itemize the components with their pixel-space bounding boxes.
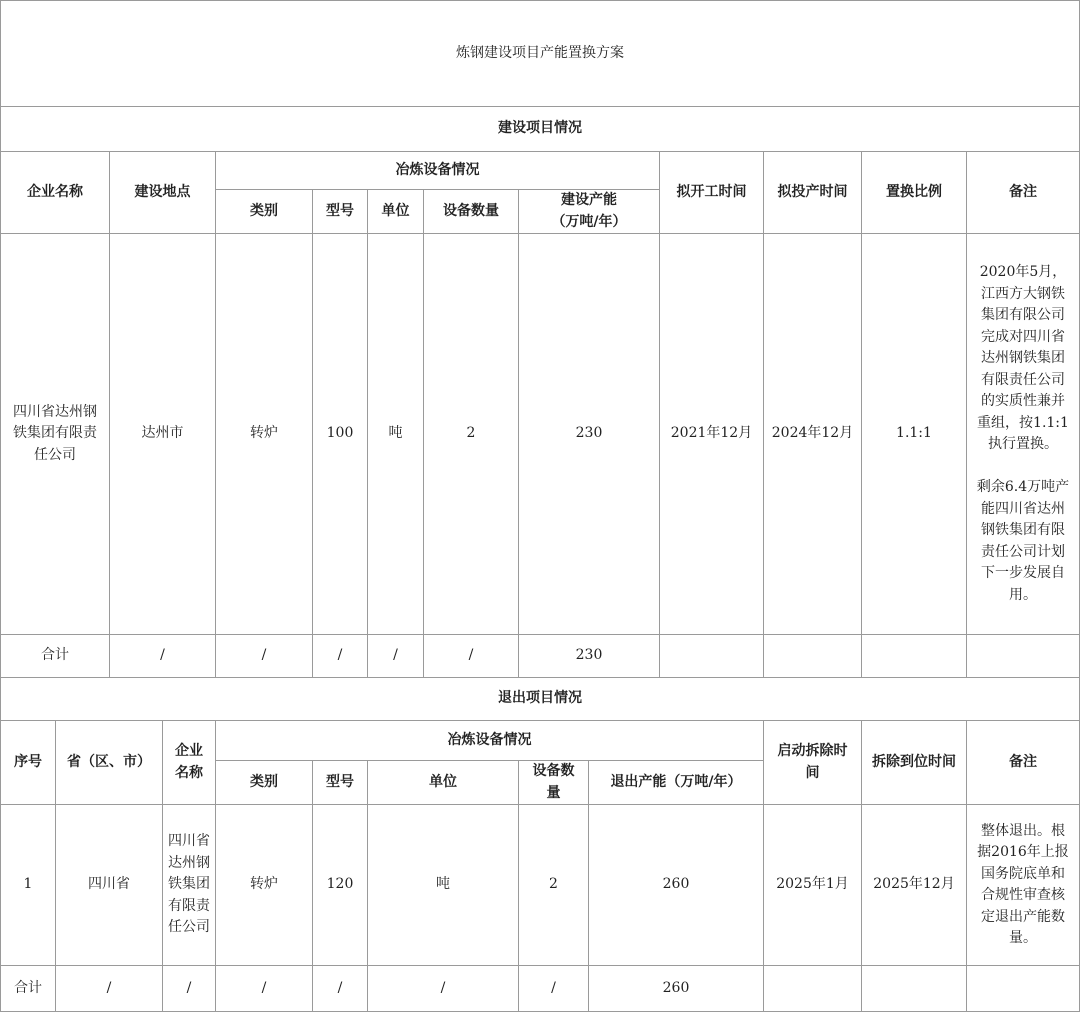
- construction-section-title: 建设项目情况: [0, 107, 1080, 152]
- header-production-time: 拟投产时间: [764, 152, 862, 234]
- exit-header-remarks: 备注: [967, 721, 1080, 805]
- header-equipment-group: 冶炼设备情况: [216, 152, 660, 190]
- exit-row-company: 四川省 达州钢 铁集团 有限责 任公司: [163, 805, 216, 966]
- exit-row-capacity: 260: [589, 805, 764, 966]
- row-start-time: 2021年12月: [660, 234, 764, 635]
- exit-header-model: 型号: [313, 761, 368, 805]
- header-type: 类别: [216, 190, 313, 234]
- exit-header-type: 类别: [216, 761, 313, 805]
- total-location: /: [110, 635, 216, 678]
- exit-total-model: /: [313, 966, 368, 1012]
- row-remarks: 2020年5月， 江西方大钢铁 集团有限公司 完成对四川省 达州钢铁集团 有限责任公司 的实质性兼并 重组，按1.1:1 执行置换。 剩余6.4万吨产 能四川省达州 钢铁集团有限 责任公司计划 下一步发展自 用。: [967, 234, 1080, 635]
- total-quantity: /: [424, 635, 519, 678]
- exit-header-seq: 序号: [0, 721, 56, 805]
- exit-total-label: 合计: [0, 966, 56, 1012]
- exit-total-empty-cell: [862, 966, 967, 1012]
- exit-row-quantity: 2: [519, 805, 589, 966]
- row-quantity: 2: [424, 234, 519, 635]
- header-location: 建设地点: [110, 152, 216, 234]
- header-ratio: 置换比例: [862, 152, 967, 234]
- exit-row-model: 120: [313, 805, 368, 966]
- exit-row-remarks: 整体退出。根 据2016年上报 国务院底单和 合规性审查核 定退出产能数 量。: [967, 805, 1080, 966]
- exit-total-type: /: [216, 966, 313, 1012]
- exit-total-province: /: [56, 966, 163, 1012]
- total-model: /: [313, 635, 368, 678]
- exit-header-equipment-group: 冶炼设备情况: [216, 721, 764, 761]
- page-title: 炼钢建设项目产能置换方案: [0, 0, 1080, 107]
- exit-row-province: 四川省: [56, 805, 163, 966]
- header-capacity: 建设产能 （万吨/年）: [519, 190, 660, 234]
- exit-total-capacity: 260: [589, 966, 764, 1012]
- exit-header-quantity: 设备数 量: [519, 761, 589, 805]
- header-start-time: 拟开工时间: [660, 152, 764, 234]
- exit-header-company: 企业 名称: [163, 721, 216, 805]
- exit-header-dismantle-done: 拆除到位时间: [862, 721, 967, 805]
- total-empty-cell: [660, 635, 764, 678]
- row-company: 四川省达州钢 铁集团有限责 任公司: [0, 234, 110, 635]
- row-production-time: 2024年12月: [764, 234, 862, 635]
- header-remarks: 备注: [967, 152, 1080, 234]
- exit-total-company: /: [163, 966, 216, 1012]
- exit-header-province: 省（区、市）: [56, 721, 163, 805]
- header-unit: 单位: [368, 190, 424, 234]
- total-type: /: [216, 635, 313, 678]
- row-model: 100: [313, 234, 368, 635]
- exit-total-empty-cell: [967, 966, 1080, 1012]
- exit-row-dismantle-done: 2025年12月: [862, 805, 967, 966]
- total-capacity: 230: [519, 635, 660, 678]
- total-empty-cell: [967, 635, 1080, 678]
- total-unit: /: [368, 635, 424, 678]
- total-empty-cell: [862, 635, 967, 678]
- exit-header-dismantle-start: 启动拆除时 间: [764, 721, 862, 805]
- exit-total-quantity: /: [519, 966, 589, 1012]
- exit-section-title: 退出项目情况: [0, 678, 1080, 721]
- row-capacity: 230: [519, 234, 660, 635]
- row-ratio: 1.1:1: [862, 234, 967, 635]
- exit-row-type: 转炉: [216, 805, 313, 966]
- row-location: 达州市: [110, 234, 216, 635]
- row-unit: 吨: [368, 234, 424, 635]
- exit-row-dismantle-start: 2025年1月: [764, 805, 862, 966]
- exit-header-capacity: 退出产能（万吨/年）: [589, 761, 764, 805]
- header-quantity: 设备数量: [424, 190, 519, 234]
- header-company: 企业名称: [0, 152, 110, 234]
- exit-total-empty-cell: [764, 966, 862, 1012]
- total-label: 合计: [0, 635, 110, 678]
- exit-row-seq: 1: [0, 805, 56, 966]
- row-type: 转炉: [216, 234, 313, 635]
- header-model: 型号: [313, 190, 368, 234]
- exit-header-unit: 单位: [368, 761, 519, 805]
- exit-row-unit: 吨: [368, 805, 519, 966]
- exit-total-unit: /: [368, 966, 519, 1012]
- total-empty-cell: [764, 635, 862, 678]
